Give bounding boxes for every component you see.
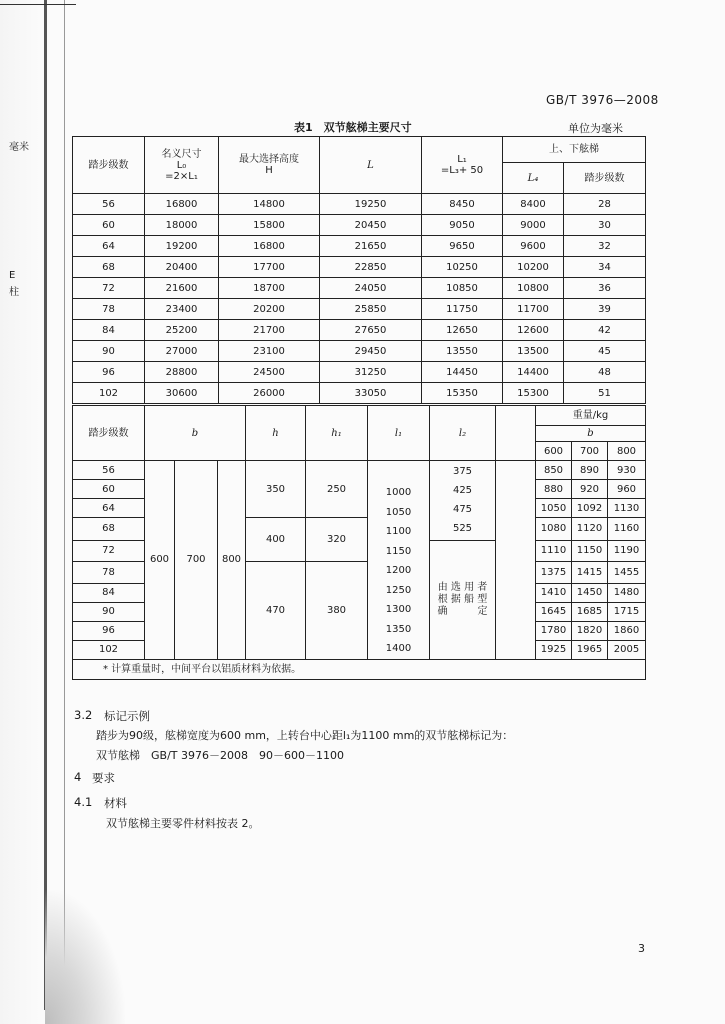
header-L4: L₄	[503, 163, 564, 194]
l2-value: 525	[452, 523, 473, 535]
section-4-1-title: 材料	[104, 796, 127, 810]
header2-weight-b: b	[536, 426, 646, 442]
h1-value: 250	[306, 461, 368, 518]
weight-cell: 1965	[572, 640, 608, 659]
weight-cell: 850	[536, 461, 572, 480]
steps2-cell: 78	[73, 562, 145, 584]
table-row	[73, 194, 646, 215]
weight-cell: 1110	[536, 540, 572, 562]
binding-edge	[0, 0, 72, 1024]
table-cell: 9000	[503, 215, 564, 236]
table-cell: 16800	[219, 236, 320, 257]
table-cell: 90	[73, 341, 145, 362]
l1-value: 1150	[385, 545, 412, 557]
weight-cell: 1150	[572, 540, 608, 562]
binding-inner-line	[64, 0, 65, 1024]
table-cell: 68	[73, 257, 145, 278]
table-cell: 84	[73, 320, 145, 341]
table-cell: 72	[73, 278, 145, 299]
header2-weight: 重量/kg	[536, 406, 646, 426]
table-cell: 14800	[219, 194, 320, 215]
table-cell: 9600	[503, 236, 564, 257]
l1-value: 1250	[385, 584, 412, 596]
b-value-700: 700	[175, 461, 218, 660]
table-cell: 17700	[219, 257, 320, 278]
table-cell: 21650	[320, 236, 422, 257]
weight-col-700: 700	[572, 442, 608, 461]
header-steps2: 踏步级数	[564, 163, 646, 194]
table-cell: 15350	[422, 383, 503, 404]
table-cell: 23100	[219, 341, 320, 362]
table-cell: 21600	[145, 278, 219, 299]
header2-l2: l₂	[430, 406, 496, 461]
l1-value: 1000	[385, 487, 412, 498]
table-cell: 31250	[320, 362, 422, 383]
table-unit: 单位为毫米	[568, 122, 623, 135]
scan-shadow	[45, 890, 125, 1024]
steps2-cell: 60	[73, 480, 145, 499]
table-cell: 19250	[320, 194, 422, 215]
table-cell: 9650	[422, 236, 503, 257]
header-nominal: 名义尺寸 L₀ =2×L₁	[145, 137, 219, 194]
steps2-cell: 56	[73, 461, 145, 480]
steps2-cell: 68	[73, 518, 145, 541]
table-cell: 36	[564, 278, 646, 299]
table-cell: 10800	[503, 278, 564, 299]
weight-cell: 880	[536, 480, 572, 499]
table-cell: 10850	[422, 278, 503, 299]
table-cell: 34	[564, 257, 646, 278]
table-cell: 30600	[145, 383, 219, 404]
table-cell: 33050	[320, 383, 422, 404]
weight-cell: 1050	[536, 499, 572, 518]
top-margin-line	[0, 4, 76, 5]
section-4-title: 要求	[92, 771, 115, 785]
table-row	[73, 341, 646, 362]
weight-cell: 1780	[536, 621, 572, 640]
table-row	[73, 362, 646, 383]
table-cell: 15300	[503, 383, 564, 404]
weight-cell: 1455	[608, 562, 646, 584]
table-cell: 19200	[145, 236, 219, 257]
table-cell: 102	[73, 383, 145, 404]
weight-cell: 1160	[608, 518, 646, 541]
standard-code: GB/T 3976—2008	[546, 93, 659, 107]
h1-value: 320	[306, 518, 368, 562]
l1-values-cell	[368, 461, 430, 660]
table-cell: 9050	[422, 215, 503, 236]
table-cell: 8400	[503, 194, 564, 215]
table-cell: 96	[73, 362, 145, 383]
table-cell: 13550	[422, 341, 503, 362]
table-cell: 45	[564, 341, 646, 362]
l2-value: 475	[452, 504, 473, 516]
steps2-cell: 90	[73, 602, 145, 621]
l1-value: 1400	[385, 643, 412, 654]
l1-value: 1350	[385, 623, 412, 635]
weight-cell: 1120	[572, 518, 608, 541]
weight-cell: 2005	[608, 640, 646, 659]
side-char: 柱	[9, 287, 19, 298]
table-cell: 15800	[219, 215, 320, 236]
table-cell: 11750	[422, 299, 503, 320]
table-row	[73, 383, 646, 404]
weight-cell: 890	[572, 461, 608, 480]
table-caption: 表1 双节舷梯主要尺寸	[294, 121, 412, 134]
table-row	[73, 299, 646, 320]
weight-cell: 1190	[608, 540, 646, 562]
weight-cell: 1080	[536, 518, 572, 541]
weight-cell: 1685	[572, 602, 608, 621]
h-value: 470	[246, 562, 306, 660]
table-cell: 60	[73, 215, 145, 236]
dimension-table-lower	[72, 405, 646, 680]
table-cell: 22850	[320, 257, 422, 278]
b-value-800: 800	[218, 461, 246, 660]
table-cell: 23400	[145, 299, 219, 320]
table-cell: 13500	[503, 341, 564, 362]
h-value: 400	[246, 518, 306, 562]
weight-cell: 1415	[572, 562, 608, 584]
weight-cell: 1715	[608, 602, 646, 621]
weight-cell: 1092	[572, 499, 608, 518]
header2-h1: h₁	[306, 406, 368, 461]
steps2-cell: 96	[73, 621, 145, 640]
header2-h: h	[246, 406, 306, 461]
table-cell: 51	[564, 383, 646, 404]
table-cell: 21700	[219, 320, 320, 341]
table-cell: 78	[73, 299, 145, 320]
header-L1: L₁ =L₃+ 50	[422, 137, 503, 194]
table-row	[73, 320, 646, 341]
table-cell: 28800	[145, 362, 219, 383]
steps2-cell: 64	[73, 499, 145, 518]
table-cell: 10200	[503, 257, 564, 278]
weight-cell: 1410	[536, 583, 572, 602]
l2-note: 由 选 用 者 根 据 船 型 确 定	[430, 540, 496, 659]
table-cell: 29450	[320, 341, 422, 362]
table-cell: 11700	[503, 299, 564, 320]
table-cell: 20450	[320, 215, 422, 236]
table-cell: 18700	[219, 278, 320, 299]
table-cell: 24500	[219, 362, 320, 383]
side-letter: E	[9, 270, 16, 281]
table-cell: 42	[564, 320, 646, 341]
table-cell: 32	[564, 236, 646, 257]
table-cell: 14450	[422, 362, 503, 383]
binding-spine-line	[44, 0, 47, 1010]
table-cell: 16800	[145, 194, 219, 215]
table-cell: 25850	[320, 299, 422, 320]
table-cell: 12600	[503, 320, 564, 341]
weight-cell: 1645	[536, 602, 572, 621]
table-row	[73, 278, 646, 299]
table-cell: 28	[564, 194, 646, 215]
table-cell: 24050	[320, 278, 422, 299]
table-row	[73, 215, 646, 236]
section-3-2-text: 踏步为90级，舷梯宽度为600 mm，上转台中心距l₁为1100 mm的双节舷梯标记为：	[96, 729, 514, 742]
table-cell: 25200	[145, 320, 219, 341]
weight-cell: 1375	[536, 562, 572, 584]
l1-value: 1300	[385, 604, 412, 615]
table-footnote: * 计算重量时，中间平台以铝质材料为依据。	[73, 659, 646, 679]
header-max-height: 最大选择高度 H	[219, 137, 320, 194]
weight-col-800: 800	[608, 442, 646, 461]
l1-value: 1100	[385, 526, 412, 537]
weight-cell: 1925	[536, 640, 572, 659]
l2-values-cell	[430, 461, 496, 541]
section-4-1-text: 双节舷梯主要零件材料按表 2。	[106, 817, 260, 830]
table-row	[73, 236, 646, 257]
l1-value: 1200	[385, 565, 412, 576]
header-updown: 上、下舷梯	[503, 137, 646, 163]
header2-steps: 踏步级数	[73, 406, 145, 461]
marking-example: 双节舷梯 GB/T 3976－2008 90－600－1100	[96, 749, 344, 762]
table-cell: 27650	[320, 320, 422, 341]
page-number: 3	[638, 942, 645, 955]
table-cell: 12650	[422, 320, 503, 341]
weight-cell: 920	[572, 480, 608, 499]
l2-blank	[496, 461, 536, 660]
table-row	[73, 257, 646, 278]
weight-cell: 1820	[572, 621, 608, 640]
weight-cell: 1130	[608, 499, 646, 518]
section-3-2-title: 标记示例	[104, 709, 150, 723]
header2-l1: l₁	[368, 406, 430, 461]
weight-cell: 1450	[572, 583, 608, 602]
steps2-cell: 102	[73, 640, 145, 659]
l2-value: 425	[452, 485, 473, 497]
table-cell: 20400	[145, 257, 219, 278]
l1-value: 1050	[385, 506, 412, 518]
header-steps: 踏步级数	[73, 137, 145, 194]
steps2-cell: 84	[73, 583, 145, 602]
weight-cell: 1480	[608, 583, 646, 602]
h1-value: 380	[306, 562, 368, 660]
steps2-cell: 72	[73, 540, 145, 562]
table-cell: 10250	[422, 257, 503, 278]
weight-cell: 930	[608, 461, 646, 480]
weight-col-600: 600	[536, 442, 572, 461]
table-cell: 30	[564, 215, 646, 236]
table-cell: 18000	[145, 215, 219, 236]
side-unit-fragment: 毫米	[9, 142, 29, 153]
header-L: L	[320, 137, 422, 194]
dimension-table-upper	[72, 136, 646, 404]
header2-b: b	[145, 406, 246, 461]
section-4-1-number: 4.1	[74, 795, 93, 809]
section-3-2-number: 3.2	[74, 708, 93, 722]
table-cell: 14400	[503, 362, 564, 383]
weight-cell: 960	[608, 480, 646, 499]
weight-cell: 1860	[608, 621, 646, 640]
l2-value: 375	[452, 466, 473, 478]
b-value-600: 600	[145, 461, 175, 660]
table-cell: 56	[73, 194, 145, 215]
table-cell: 8450	[422, 194, 503, 215]
header2-blank	[496, 406, 536, 461]
h-value: 350	[246, 461, 306, 518]
table-cell: 20200	[219, 299, 320, 320]
section-4-number: 4	[74, 770, 82, 784]
table-cell: 64	[73, 236, 145, 257]
table-cell: 26000	[219, 383, 320, 404]
table-cell: 48	[564, 362, 646, 383]
table-cell: 39	[564, 299, 646, 320]
table-cell: 27000	[145, 341, 219, 362]
